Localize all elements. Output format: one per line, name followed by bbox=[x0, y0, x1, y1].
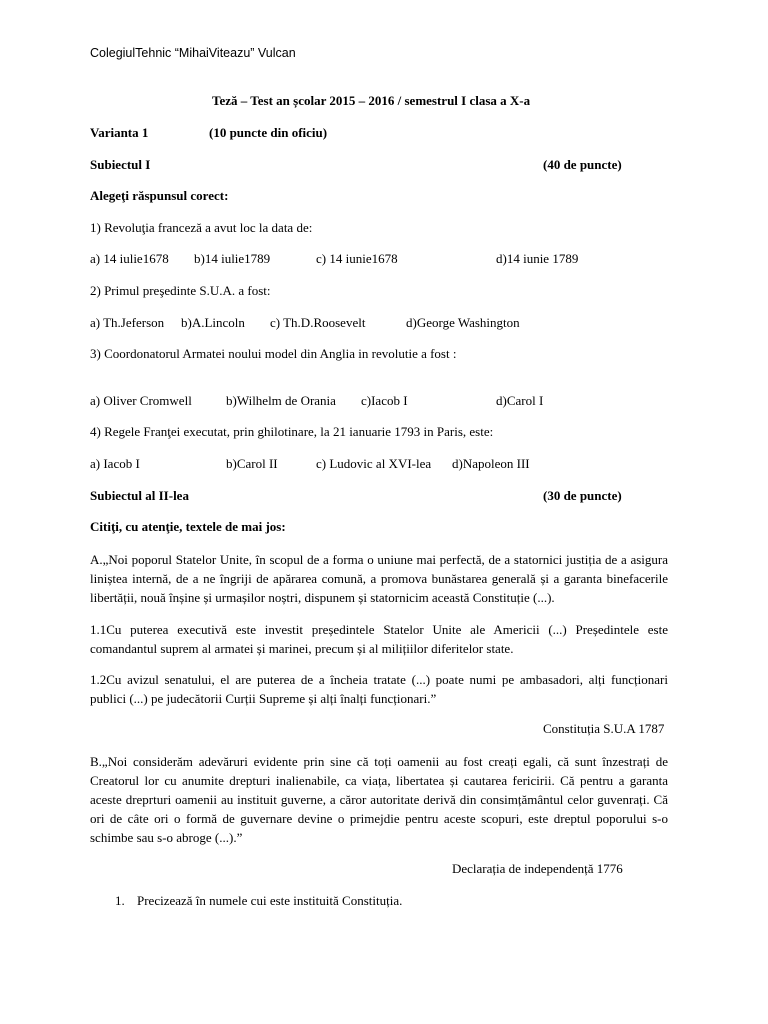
subject-2-instruction: Citiţi, cu atenţie, textele de mai jos: bbox=[90, 519, 286, 534]
q1-option-c: c) 14 iunie1678 bbox=[316, 251, 398, 266]
q3-option-d: d)Carol I bbox=[496, 393, 544, 408]
q3-option-a: a) Oliver Cromwell bbox=[90, 393, 192, 408]
q2-option-d: d)George Washington bbox=[406, 315, 520, 330]
q4-option-b: b)Carol II bbox=[226, 456, 278, 471]
variant-label: Varianta 1 bbox=[90, 125, 149, 140]
text-a-paragraph-1: A.„Noi poporul Statelor Unite, în scopul de a forma o uniune mai perfectă, de a statornici justiția de a asigura liniștea internă, de a ne îngriji de apărarea comună, a promova bunăstarea generală și a garanta binefacerile libertății, nouă înșine și urmașilor noștri, dispunem și statornicim această Constituție (...). bbox=[90, 552, 668, 605]
q1-option-a: a) 14 iulie1678 bbox=[90, 251, 169, 266]
subject-1-label: Subiectul I bbox=[90, 157, 151, 172]
q2-option-b: b)A.Lincoln bbox=[181, 315, 245, 330]
q2-option-a: a) Th.Jeferson bbox=[90, 315, 165, 330]
q4-option-a: a) Iacob I bbox=[90, 456, 140, 471]
q4-option-c: c) Ludovic al XVI-lea bbox=[316, 456, 432, 471]
subject-1-instruction: Alegeţi răspunsul corect: bbox=[90, 188, 229, 203]
subject-2-label: Subiectul al II-lea bbox=[90, 488, 189, 503]
test-title: Teză – Test an școlar 2015 – 2016 / semestrul I clasa a X-a bbox=[212, 93, 531, 108]
question-2-text: 2) Primul preşedinte S.U.A. a fost: bbox=[90, 283, 271, 298]
q4-option-d: d)Napoleon III bbox=[452, 456, 530, 471]
text-a-source: Constituția S.U.A 1787 bbox=[543, 721, 665, 736]
variant-points: (10 puncte din oficiu) bbox=[209, 125, 328, 140]
question-1-number: 1. bbox=[115, 893, 125, 908]
subject-2-points: (30 de puncte) bbox=[543, 488, 622, 503]
q1-option-b: b)14 iulie1789 bbox=[194, 251, 271, 266]
q1-option-d: d)14 iunie 1789 bbox=[496, 251, 579, 266]
text-a-paragraph-3: 1.2Cu avizul senatului, el are puterea de a încheia tratate (...) poate numi pe ambasadori, alți funcționari publici (...) pe judecătorii Curții Supreme și alți înalți funcționari.” bbox=[90, 672, 668, 706]
school-name: ColegiulTehnic “MihaiViteazu” Vulcan bbox=[90, 46, 296, 60]
text-a-paragraph-2: 1.1Cu puterea executivă este investit președintele Statelor Unite ale Americii (...) Președintele este comandantul suprem al armatei și marinei, precum și al milițiilor diferitelor state. bbox=[90, 622, 668, 656]
q2-option-c: c) Th.D.Roosevelt bbox=[270, 315, 366, 330]
subject-1-points: (40 de puncte) bbox=[543, 157, 622, 172]
question-1-text: 1) Revoluţia franceză a avut loc la data de: bbox=[90, 220, 313, 235]
q3-option-b: b)Wilhelm de Orania bbox=[226, 393, 336, 408]
question-3-text: 3) Coordonatorul Armatei noului model din Anglia in revolutie a fost : bbox=[90, 346, 457, 361]
text-b-source: Declarația de independență 1776 bbox=[452, 861, 623, 876]
text-b-paragraph: B.„Noi considerăm adevăruri evidente prin sine că toți oamenii au fost creați egali, că sunt înzestrați de Creatorul lor cu anumite drepturi inalienabile, ca viața, libertatea și cautarea fericirii. Că pentru a garanta aceste dreprturi oamenii au instituit guverne, a căror autoritate derivă din consimțământul celor guvenrați. Că ori de câte ori o formă de guvernare devine o primejdie pentru aceste scopuri, este dreptul poporului s-o schimbe sau s-o abroge (...).” bbox=[90, 754, 668, 845]
q3-option-c: c)Iacob I bbox=[361, 393, 408, 408]
question-4-text: 4) Regele Franţei executat, prin ghilotinare, la 21 ianuarie 1793 in Paris, este: bbox=[90, 424, 494, 439]
question-1-prompt: Precizează în numele cui este instituită Constituția. bbox=[137, 893, 403, 908]
